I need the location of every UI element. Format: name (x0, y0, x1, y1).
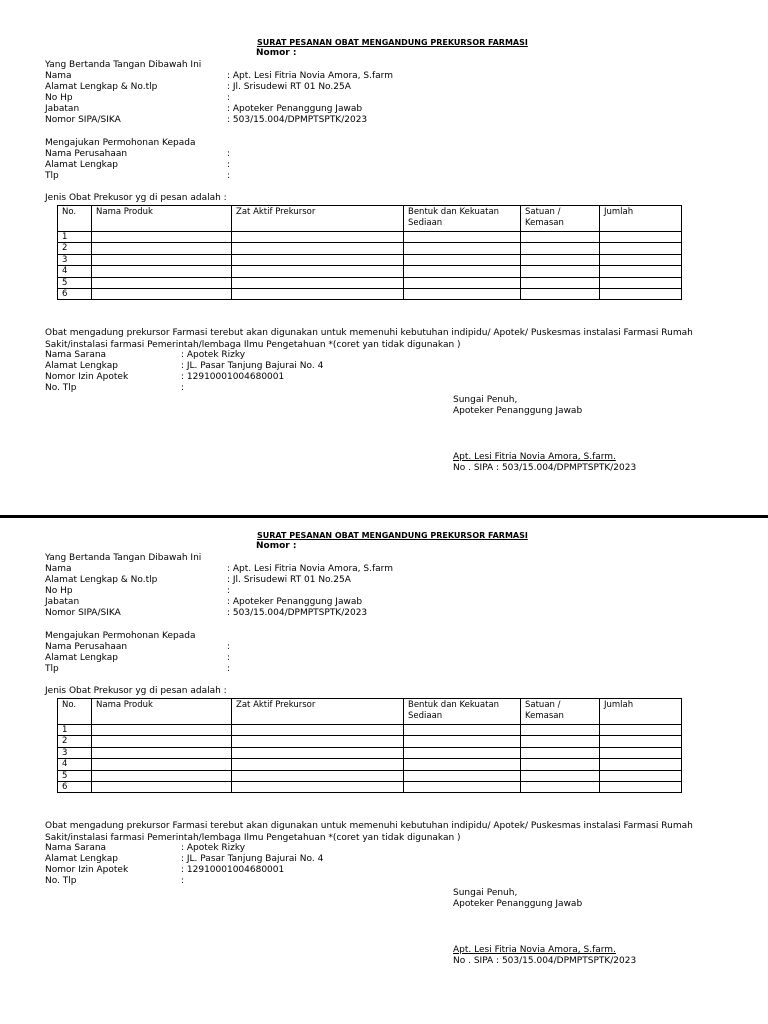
cell (92, 254, 232, 265)
cell (92, 266, 232, 277)
cell (404, 232, 521, 243)
form-title: SURAT PESANAN OBAT MENGANDUNG PREKURSOR FARMASI (257, 38, 528, 47)
table-header-row (58, 699, 682, 725)
row-number: 4 (58, 759, 92, 770)
row-number: 3 (58, 254, 92, 265)
cell (232, 254, 404, 265)
signer-name: Apt. Lesi Fitria Novia Amora, S.farm. (453, 452, 616, 462)
cell (521, 759, 600, 770)
table-row (58, 725, 682, 736)
table-row (58, 747, 682, 758)
order-form-2: SURAT PESANAN OBAT MENGANDUNG PREKURSOR FARMASI Nomor : Yang Bertanda Tangan Dibawah Ini Nama : Apt. Lesi Fitria Novia Amora, S.farm Alamat Lengkap & No.tlp : Jl. Srisudewi RT 01 No.25A No Hp : Jabatan : Apoteker Penanggung Jawab Nomor SIPA/SIKA : 503/15.004/DPMPTSPTK/2023 Mengajukan Permohonan Kepada Nama Perusahaan : Alamat Lengkap : Tlp : Jenis Obat Prekusor yg di pesan adalah : No. Nama Produk Zat Aktif Prekursor Bentuk dan Kekuatan Sediaan Satuan / Kemasan Jumlah 1 2 3 4 5 6 Obat mengadung prekursor Farmasi terebut akan digunakan untuk memenuhi kebutuhan indipidu/ Apotek/ Puskesmas instalasi Farmasi Rumah Sakit/instalasi farmasi Pemerintah/lembaga Ilmu Pengetahuan *(coret yan tidak digunakan ) Nama Sarana : Apotek Rizky Alamat Lengkap : JL. Pasar Tanjung Bajurai No. 4 Nomor Izin Apotek : 12910001004680001 No. Tlp : Sungai Penuh, Apoteker Penanggung Jawab Apt. Lesi Fitria Novia Amora, S.farm. No . SIPA : 503/15.004/DPMPTSPTK/2023 (0, 493, 768, 998)
header-dosage-form: Bentuk dan Kekuatan Sediaan (404, 206, 521, 232)
row-number: 6 (58, 289, 92, 300)
cell (521, 747, 600, 758)
cell (404, 254, 521, 265)
row-number: 5 (58, 770, 92, 781)
cell (600, 277, 682, 288)
table-row (58, 232, 682, 243)
cell (232, 747, 404, 758)
table-row (58, 736, 682, 747)
cell (404, 289, 521, 300)
table-row (58, 254, 682, 265)
row-number: 2 (58, 736, 92, 747)
cell (92, 770, 232, 781)
signer-sipa: No . SIPA : 503/15.004/DPMPTSPTK/2023 (453, 463, 637, 473)
cell (92, 747, 232, 758)
cell (600, 232, 682, 243)
nomor-label: Nomor : (256, 48, 297, 58)
table-row (58, 243, 682, 254)
cell (404, 277, 521, 288)
sign-place: Sungai Penuh, (453, 888, 518, 898)
cell (404, 243, 521, 254)
cell (600, 736, 682, 747)
cell (232, 782, 404, 793)
cell (600, 243, 682, 254)
cell (521, 782, 600, 793)
cell (232, 759, 404, 770)
cell (521, 243, 600, 254)
cell (521, 770, 600, 781)
sign-position: Apoteker Penanggung Jawab (453, 899, 583, 909)
cell (600, 289, 682, 300)
order-form-1: SURAT PESANAN OBAT MENGANDUNG PREKURSOR FARMASI Nomor : Yang Bertanda Tangan Dibawah Ini Nama : Apt. Lesi Fitria Novia Amora, S.farm Alamat Lengkap & No.tlp : Jl. Srisudewi RT 01 No.25A No Hp : Jabatan : Apoteker Penanggung Jawab Nomor SIPA/SIKA : 503/15.004/DPMPTSPTK/2023 Mengajukan Permohonan Kepada Nama Perusahaan : Alamat Lengkap : Tlp : Jenis Obat Prekusor yg di pesan adalah : No. Nama Produk Zat Aktif Prekursor Bentuk dan Kekuatan Sediaan Satuan / Kemasan Jumlah 1 2 3 4 5 6 Obat mengadung prekursor Farmasi terebut akan digunakan untuk memenuhi kebutuhan indipidu/ Apotek/ Puskesmas instalasi Farmasi Rumah Sakit/instalasi farmasi Pemerintah/lembaga Ilmu Pengetahuan *(coret yan tidak digunakan ) Nama Sarana : Apotek Rizky Alamat Lengkap : JL. Pasar Tanjung Bajurai No. 4 Nomor Izin Apotek : 12910001004680001 No. Tlp : Sungai Penuh, Apoteker Penanggung Jawab Apt. Lesi Fitria Novia Amora, S.farm. No . SIPA : 503/15.004/DPMPTSPTK/2023 (0, 0, 768, 505)
row-number: 2 (58, 243, 92, 254)
items-table (57, 205, 682, 300)
cell (92, 243, 232, 254)
cell (600, 759, 682, 770)
row-number: 1 (58, 725, 92, 736)
table-row (58, 289, 682, 300)
usage-note: Obat mengadung prekursor Farmasi terebut akan digunakan untuk memenuhi kebutuhan indipidu/ Apotek/ Puskesmas instalasi Farmasi Rumah Sakit/instalasi farmasi Pemerintah/lembaga Ilmu Pengetahuan *(coret yan tidak digunakan ) (45, 328, 693, 350)
cell (92, 725, 232, 736)
cell (600, 747, 682, 758)
header-quantity: Jumlah (600, 699, 682, 725)
header-unit: Satuan / Kemasan (521, 206, 600, 232)
cell (600, 782, 682, 793)
row-number: 4 (58, 266, 92, 277)
cell (521, 254, 600, 265)
table-header-row (58, 206, 682, 232)
cell (521, 725, 600, 736)
cell (232, 277, 404, 288)
cell (92, 782, 232, 793)
header-no: No. (58, 206, 92, 232)
cell (92, 289, 232, 300)
items-table (57, 698, 682, 793)
cell (232, 266, 404, 277)
header-active-substance: Zat Aktif Prekursor (232, 699, 404, 725)
header-product: Nama Produk (92, 699, 232, 725)
form-title: SURAT PESANAN OBAT MENGANDUNG PREKURSOR FARMASI (257, 531, 528, 540)
cell (404, 725, 521, 736)
cell (232, 770, 404, 781)
cell (600, 266, 682, 277)
cell (404, 736, 521, 747)
cell (92, 277, 232, 288)
cell (232, 736, 404, 747)
signer-sipa: No . SIPA : 503/15.004/DPMPTSPTK/2023 (453, 956, 637, 966)
cell (404, 266, 521, 277)
cell (404, 747, 521, 758)
cell (232, 232, 404, 243)
nomor-label: Nomor : (256, 541, 297, 551)
cell (92, 736, 232, 747)
row-number: 6 (58, 782, 92, 793)
usage-note: Obat mengadung prekursor Farmasi terebut akan digunakan untuk memenuhi kebutuhan indipidu/ Apotek/ Puskesmas instalasi Farmasi Rumah Sakit/instalasi farmasi Pemerintah/lembaga Ilmu Pengetahuan *(coret yan tidak digunakan ) (45, 821, 693, 843)
cell (521, 266, 600, 277)
header-dosage-form: Bentuk dan Kekuatan Sediaan (404, 699, 521, 725)
cell (521, 736, 600, 747)
cell (521, 277, 600, 288)
table-row (58, 759, 682, 770)
table-row (58, 277, 682, 288)
cell (600, 254, 682, 265)
header-unit: Satuan / Kemasan (521, 699, 600, 725)
cell (232, 243, 404, 254)
cell (404, 770, 521, 781)
header-no: No. (58, 699, 92, 725)
cell (404, 759, 521, 770)
cell (92, 759, 232, 770)
header-product: Nama Produk (92, 206, 232, 232)
cell (92, 232, 232, 243)
cell (232, 725, 404, 736)
cell (600, 770, 682, 781)
sign-place: Sungai Penuh, (453, 395, 518, 405)
cell (521, 232, 600, 243)
cell (232, 289, 404, 300)
table-row (58, 782, 682, 793)
cell (521, 289, 600, 300)
table-row (58, 770, 682, 781)
row-number: 5 (58, 277, 92, 288)
cell (404, 782, 521, 793)
header-quantity: Jumlah (600, 206, 682, 232)
table-row (58, 266, 682, 277)
row-number: 1 (58, 232, 92, 243)
header-active-substance: Zat Aktif Prekursor (232, 206, 404, 232)
row-number: 3 (58, 747, 92, 758)
signer-name: Apt. Lesi Fitria Novia Amora, S.farm. (453, 945, 616, 955)
sign-position: Apoteker Penanggung Jawab (453, 406, 583, 416)
cell (600, 725, 682, 736)
